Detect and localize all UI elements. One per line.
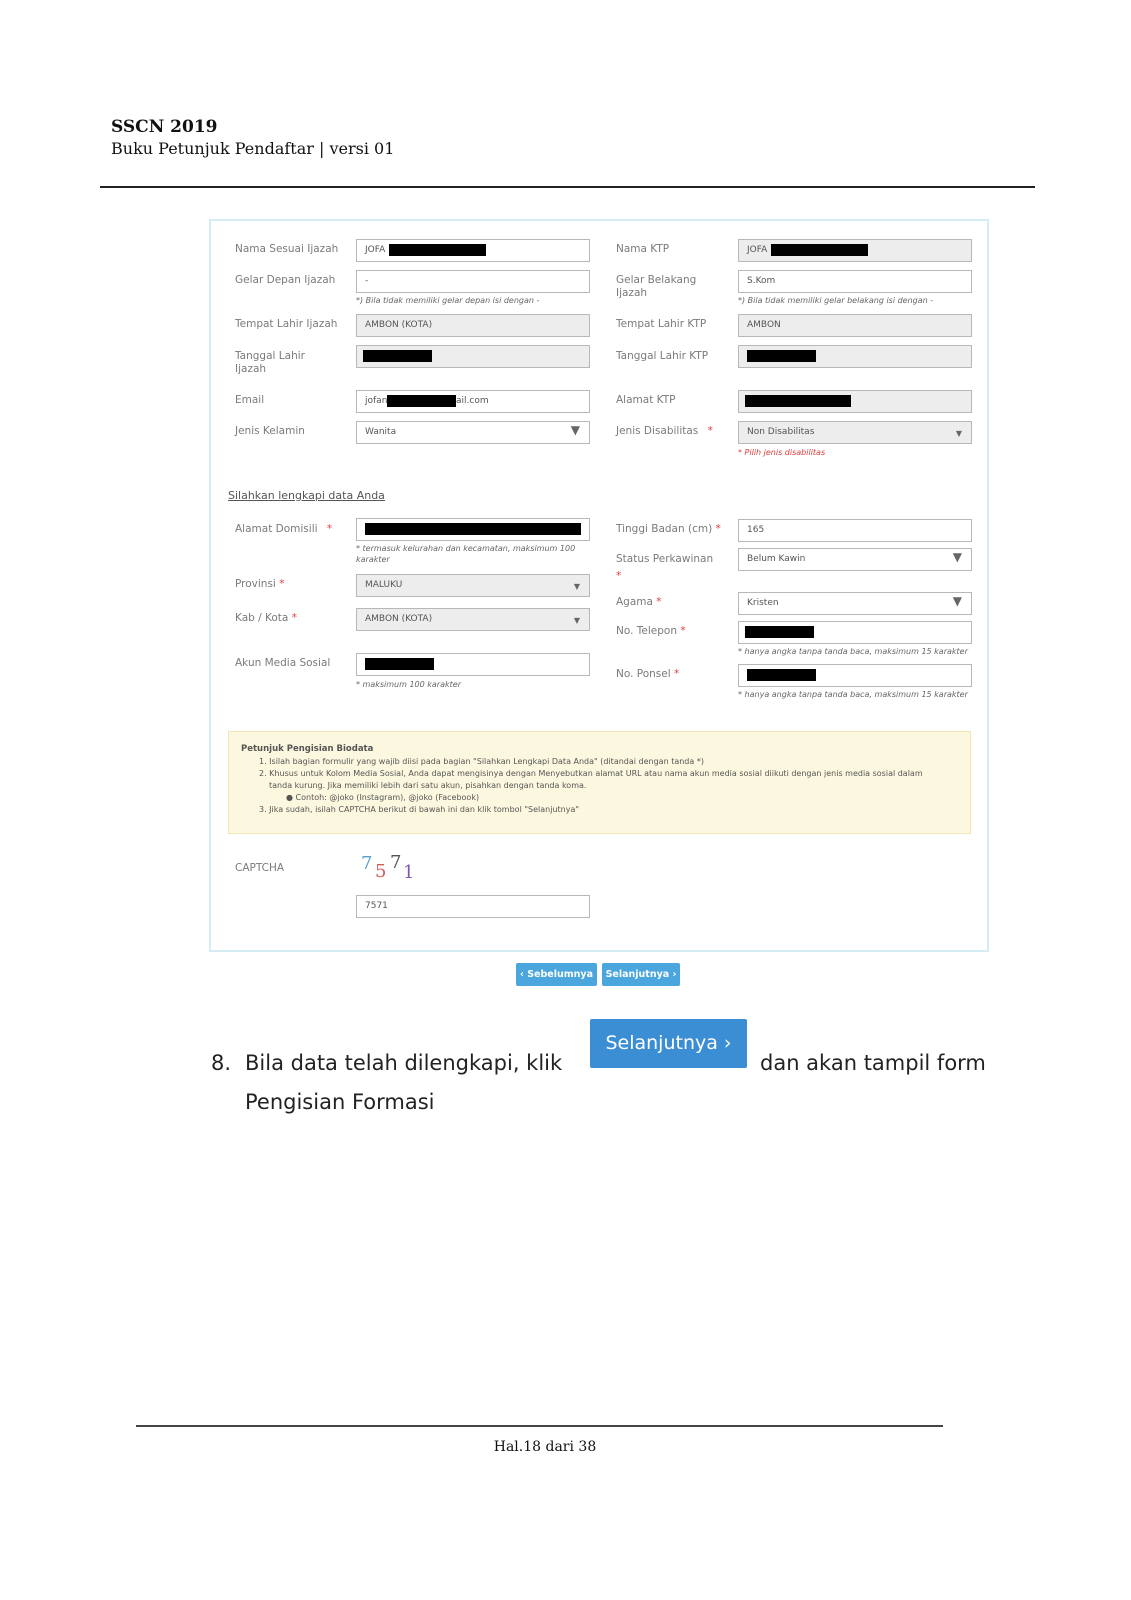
hint-akun-media: * maksimum 100 karakter	[356, 680, 461, 689]
no-ponsel-field[interactable]	[738, 664, 972, 687]
gelar-belakang-field[interactable]: S.Kom	[738, 270, 972, 293]
label-tanggal-lahir: Tanggal Lahir Ijazah	[235, 350, 305, 375]
akun-media-field[interactable]	[356, 653, 590, 676]
chevron-down-icon: ▼	[570, 423, 580, 437]
label-tempat-lahir: Tempat Lahir Ijazah	[235, 318, 338, 330]
label-jenis-kelamin: Jenis Kelamin	[235, 425, 305, 437]
instruction-line: 2. Khusus untuk Kolom Media Sosial, Anda dapat mengisinya dengan Menyebutkan alamat URL atau nama akun media sosial diikuti dengan jenis media sosial dalam	[259, 769, 923, 778]
jenis-kelamin-select[interactable]: Wanita ▼	[356, 421, 590, 444]
label-no-ponsel: No. Ponsel *	[616, 668, 680, 680]
kab-kota-select[interactable]: AMBON (KOTA) ▼	[356, 608, 590, 631]
next-button[interactable]: Selanjutnya ›	[602, 963, 680, 986]
captcha-image: 7 5 7 1	[361, 852, 415, 883]
label-jenis-disabilitas: Jenis Disabilitas *	[616, 425, 713, 437]
chevron-down-icon: ▼	[955, 429, 962, 438]
tanggal-lahir-ktp-field[interactable]	[738, 345, 972, 368]
header-divider	[100, 186, 1035, 188]
instructions-title: Petunjuk Pengisian Biodata	[241, 744, 374, 754]
nama-ktp-field[interactable]: JOFA	[738, 239, 972, 262]
agama-select[interactable]: Kristen ▼	[738, 592, 972, 615]
gelar-depan-field[interactable]: -	[356, 270, 590, 293]
hint-no-ponsel: * hanya angka tanpa tanda baca, maksimum 15 karakter	[738, 690, 968, 699]
no-telepon-field[interactable]	[738, 621, 972, 644]
document-header	[111, 116, 394, 160]
redaction-bar	[389, 244, 486, 256]
hint-disabilitas: * Pilih jenis disabilitas	[738, 448, 826, 457]
label-tinggi-badan: Tinggi Badan (cm) *	[616, 523, 721, 535]
label-email: Email	[235, 394, 265, 406]
redaction-bar	[745, 626, 814, 638]
email-field[interactable]: jofan ail.com	[356, 390, 590, 413]
instruction-example: ● Contoh: @joko (Instagram), @joko (Facebook)	[286, 793, 480, 802]
label-agama: Agama *	[616, 596, 662, 608]
chevron-down-icon: ▼	[573, 582, 580, 591]
page-number: Hal.18 dari 38	[493, 1439, 597, 1455]
tinggi-badan-field[interactable]: 165	[738, 519, 972, 542]
instruction-line: tanda kurung. Jika memiliki lebih dari satu akun, pisahkan dengan tanda koma.	[269, 781, 587, 790]
label-gelar-depan: Gelar Depan Ijazah	[235, 274, 336, 286]
label-no-telepon: No. Telepon *	[616, 625, 686, 637]
label-status-perkawinan: Status Perkawinan *	[616, 553, 714, 582]
label-provinsi: Provinsi *	[235, 578, 285, 590]
redaction-bar	[365, 658, 434, 670]
status-perkawinan-select[interactable]: Belum Kawin ▼	[738, 548, 972, 571]
alamat-ktp-field[interactable]	[738, 390, 972, 413]
footer-divider	[136, 1425, 943, 1427]
label-tanggal-lahir-ktp: Tanggal Lahir KTP	[616, 350, 709, 362]
alamat-domisili-field[interactable]	[356, 518, 590, 541]
label-akun-media: Akun Media Sosial	[235, 657, 331, 669]
biodata-instructions-box	[228, 731, 971, 834]
previous-button[interactable]: ‹ Sebelumnya	[516, 963, 597, 986]
provinsi-select[interactable]: MALUKU ▼	[356, 574, 590, 597]
redaction-bar	[747, 669, 816, 681]
redaction-bar	[771, 244, 868, 256]
instruction-line: 3. Jika sudah, isilah CAPTCHA berikut di bawah ini dan klik tombol "Selanjutnya"	[259, 805, 580, 814]
chevron-down-icon: ▼	[573, 616, 580, 625]
selanjutnya-button-illustration[interactable]: Selanjutnya ›	[590, 1019, 747, 1068]
label-tempat-lahir-ktp: Tempat Lahir KTP	[616, 318, 707, 330]
redaction-bar	[747, 350, 816, 362]
hint-gelar-belakang: *) Bila tidak memiliki gelar belakang isi dengan -	[738, 296, 934, 305]
nama-ijazah-field[interactable]: JOFA	[356, 239, 590, 262]
step-text-after: dan akan tampil form	[760, 1051, 986, 1075]
label-nama-ktp: Nama KTP	[616, 243, 670, 255]
section-title-link[interactable]: Silahkan lengkapi data Anda	[228, 489, 385, 502]
document-subtitle: Buku Petunjuk Pendaftar | versi 01	[111, 139, 395, 158]
hint-gelar-depan: *) Bila tidak memiliki gelar depan isi dengan -	[356, 296, 540, 305]
step-number: 8.	[211, 1051, 232, 1075]
biodata-form-panel	[209, 219, 989, 952]
label-gelar-belakang: Gelar Belakang Ijazah	[616, 274, 697, 299]
label-kab-kota: Kab / Kota *	[235, 612, 297, 624]
tempat-lahir-ktp-field[interactable]: AMBON	[738, 314, 972, 337]
jenis-disabilitas-select[interactable]: Non Disabilitas ▼	[738, 421, 972, 444]
label-captcha: CAPTCHA	[235, 862, 285, 874]
redaction-bar	[745, 395, 851, 407]
captcha-input[interactable]: 7571	[356, 895, 590, 918]
instruction-line: 1. Isilah bagian formulir yang wajib diisi pada bagian "Silahkan Lengkapi Data Anda" (ditandai dengan tanda *)	[259, 757, 704, 766]
redaction-bar	[365, 523, 581, 535]
tanggal-lahir-field[interactable]	[356, 345, 590, 368]
label-nama-ijazah: Nama Sesuai Ijazah	[235, 243, 339, 255]
chevron-down-icon: ▼	[952, 594, 962, 608]
label-alamat-ktp: Alamat KTP	[616, 394, 676, 406]
chevron-down-icon: ▼	[952, 550, 962, 564]
document-title: SSCN 2019	[111, 117, 218, 137]
hint-no-telepon: * hanya angka tanpa tanda baca, maksimum 15 karakter	[738, 647, 968, 656]
tempat-lahir-field[interactable]: AMBON (KOTA)	[356, 314, 590, 337]
redaction-bar	[363, 350, 432, 362]
step-text-before: Bila data telah dilengkapi, klik	[245, 1051, 563, 1075]
redaction-bar	[387, 395, 456, 407]
label-alamat-domisili: Alamat Domisili *	[235, 523, 333, 535]
hint-alamat-domisili: * termasuk kelurahan dan kecamatan, maksimum 100 karakter	[356, 544, 576, 564]
step-text-line2: Pengisian Formasi	[245, 1090, 435, 1114]
